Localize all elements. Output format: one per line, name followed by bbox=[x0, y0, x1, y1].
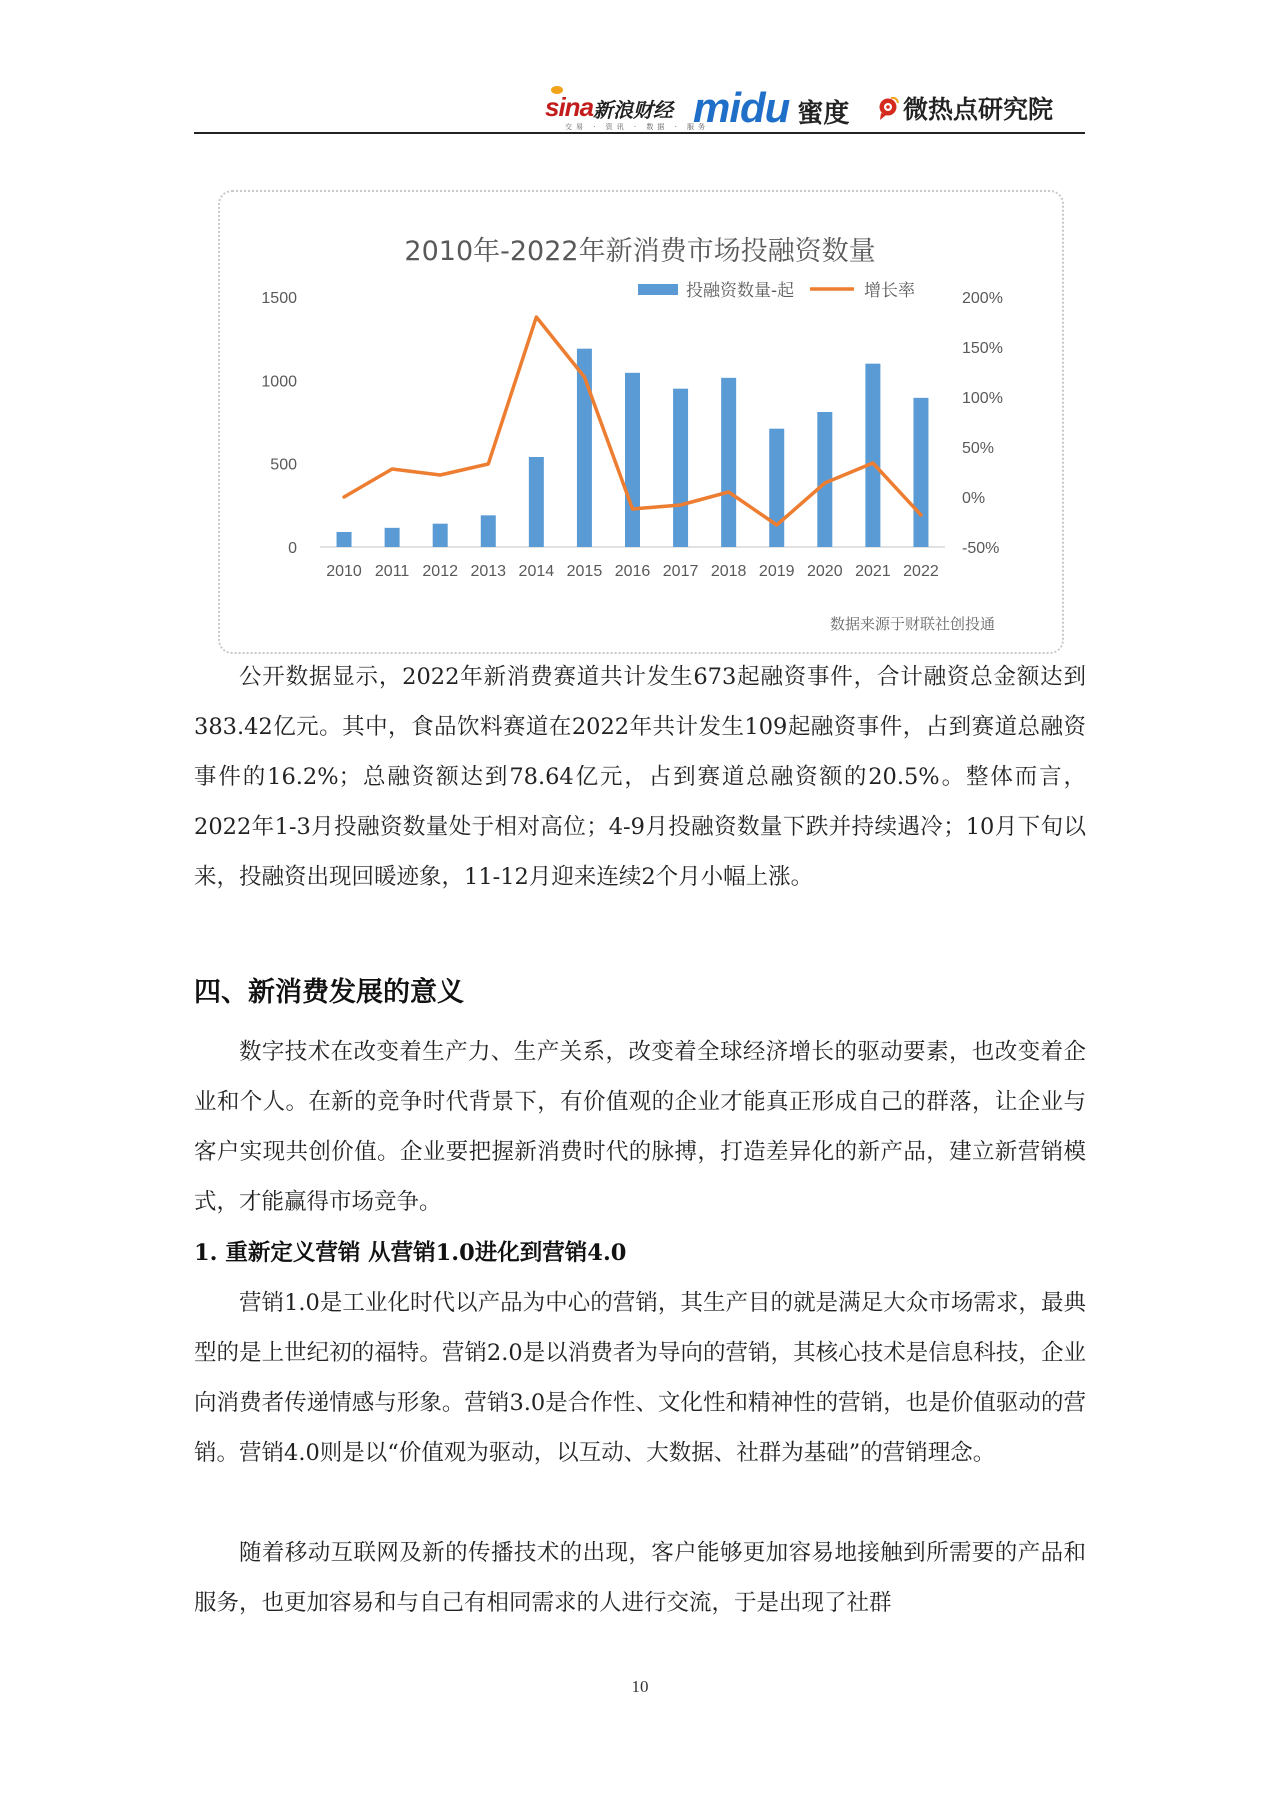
bar bbox=[769, 429, 784, 547]
section-title: 四、新消费发展的意义 bbox=[194, 977, 464, 1008]
page-header bbox=[0, 0, 1280, 140]
weiredian-logo bbox=[877, 90, 1053, 130]
paragraph-digital-tech: 数字技术在改变着生产力、生产关系，改变着全球经济增长的驱动要素，也改变着企业和个人。在新的竞争时代背景下，有价值观的企业才能真正形成自己的群落，让企业与客户实现共创价值。企业要把握新消费时代的脉搏，打造差异化的新产品，建立新营销模式，才能赢得市场竞争。 bbox=[194, 1039, 1086, 1215]
paragraph-community: 随着移动互联网及新的传播技术的出现，客户能够更加容易地接触到所需要的产品和服务，也更加容易和与自己有相同需求的人进行交流，于是出现了社群 bbox=[194, 1540, 1086, 1616]
weibo-eye-icon bbox=[877, 97, 899, 121]
chart-source-note: 数据来源于财联社创投通 bbox=[829, 615, 995, 633]
right-axis-tick-label: 200% bbox=[962, 290, 1003, 307]
x-axis-tick-label: 2015 bbox=[566, 563, 603, 580]
investment-chart bbox=[220, 192, 1062, 652]
x-axis-tick-label: 2020 bbox=[807, 563, 843, 580]
right-axis-tick-label: 50% bbox=[962, 440, 995, 457]
x-axis-tick-label: 2011 bbox=[374, 563, 410, 580]
legend-bar-swatch bbox=[638, 284, 678, 295]
page-number: 10 bbox=[631, 1677, 649, 1696]
bar bbox=[385, 528, 400, 547]
legend-bar-label: 投融资数量-起 bbox=[686, 281, 795, 301]
right-axis-tick-label: -50% bbox=[962, 540, 1000, 557]
left-axis-tick-label: 500 bbox=[270, 456, 297, 474]
x-axis-tick-label: 2018 bbox=[710, 563, 747, 580]
bar bbox=[529, 457, 544, 547]
midu-logo-cn: 蜜度 bbox=[797, 99, 850, 129]
weiredian-logo-cn: 微热点研究院 bbox=[903, 95, 1054, 124]
x-axis-tick-label: 2016 bbox=[614, 563, 651, 580]
sina-logo-cn: 新浪财经 bbox=[593, 98, 673, 122]
bar bbox=[625, 373, 640, 547]
right-axis-tick-label: 150% bbox=[962, 340, 1003, 357]
chart-container bbox=[218, 190, 1064, 654]
bar bbox=[721, 378, 736, 547]
bar-series bbox=[337, 349, 929, 547]
x-axis-tick-label: 2010 bbox=[326, 563, 362, 580]
x-axis-tick-label: 2014 bbox=[518, 563, 555, 580]
chart-title: 2010年-2022年新消费市场投融资数量 bbox=[404, 236, 876, 267]
x-axis-tick-label: 2022 bbox=[903, 563, 939, 580]
bar bbox=[673, 389, 688, 547]
bar bbox=[433, 524, 448, 547]
sina-logo-word: sina bbox=[545, 92, 594, 122]
left-axis-tick-label: 1000 bbox=[261, 373, 297, 391]
x-axis-tick-label: 2021 bbox=[855, 563, 891, 580]
left-axis-tick-label: 0 bbox=[288, 540, 297, 557]
bar bbox=[481, 515, 496, 547]
legend-line-label: 增长率 bbox=[864, 281, 915, 301]
right-axis-tick-label: 0% bbox=[962, 490, 986, 507]
x-axis-tick-label: 2019 bbox=[758, 563, 795, 580]
bar bbox=[337, 532, 352, 547]
bar bbox=[865, 364, 880, 547]
left-axis-tick-label: 1500 bbox=[261, 290, 297, 307]
x-axis-tick-label: 2017 bbox=[662, 563, 699, 580]
x-axis-tick-label: 2012 bbox=[422, 563, 458, 580]
chart-legend bbox=[638, 280, 915, 301]
paragraph-financing-data: 公开数据显示，2022年新消费赛道共计发生673起融资事件，合计融资总金额达到383.42亿元。其中，食品饮料赛道在2022年共计发生109起融资事件，占到赛道总融资事件的16.2%；总融资额达到78.64亿元，占到赛道总融资额的20.5%。整体而言，2022年1-3月投融资数量处于相对高位；4-9月投融资数量下跌并持续遇冷；10月下旬以来，投融资出现回暖迹象，11-12月迎来连续2个月小幅上涨。 bbox=[194, 664, 1086, 890]
subsection-title: 1. 重新定义营销 从营销1.0进化到营销4.0 bbox=[194, 1240, 627, 1266]
midu-logo bbox=[693, 84, 849, 134]
midu-logo-word: midu bbox=[693, 84, 790, 131]
bar bbox=[913, 398, 928, 547]
sina-logo-sub: 交易 · 资讯 · 数据 · 服务 bbox=[565, 123, 710, 131]
paragraph-marketing-evolution: 营销1.0是工业化时代以产品为中心的营销，其生产目的就是满足大众市场需求，最典型的是上世纪初的福特。营销2.0是以消费者为导向的营销，其核心技术是信息科技，企业向消费者传递情感与形象。营销3.0是合作性、文化性和精神性的营销，也是价值驱动的营销。营销4.0则是以“价值观为驱动，以互动、大数据、社群为基础”的营销理念。 bbox=[194, 1290, 1086, 1466]
right-axis-tick-label: 100% bbox=[962, 390, 1003, 407]
x-axis-tick-label: 2013 bbox=[470, 563, 507, 580]
header-rule bbox=[194, 132, 1085, 134]
